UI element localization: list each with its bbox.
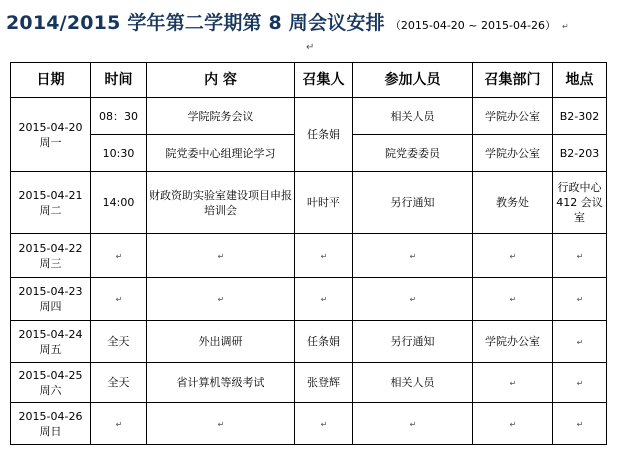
place-cell: ↵: [553, 363, 607, 403]
date-cell: 2015-04-21 周二: [11, 172, 91, 234]
content-cell: ↵: [147, 278, 295, 321]
content-cell: ↵: [147, 234, 295, 278]
header-department: 召集部门: [473, 63, 553, 98]
place-cell: B2-302: [553, 98, 607, 135]
attendees-cell: 相关人员: [353, 363, 473, 403]
convener-cell: 张登辉: [295, 363, 353, 403]
content-cell: 省计算机等级考试: [147, 363, 295, 403]
content-cell: ↵: [147, 403, 295, 445]
department-cell: ↵: [473, 363, 553, 403]
place-cell: ↵: [553, 403, 607, 445]
time-cell: ↵: [91, 234, 147, 278]
place-cell: ↵: [553, 234, 607, 278]
title-date-range: （2015-04-20 ~ 2015-04-26）: [389, 19, 556, 32]
date-cell: 2015-04-23 周四: [11, 278, 91, 321]
meeting-schedule-table: [10, 62, 607, 445]
department-cell: 学院办公室: [473, 135, 553, 172]
content-cell: 院党委中心组理论学习: [147, 135, 295, 172]
paragraph-mark-icon: ↵: [306, 42, 315, 53]
attendees-cell: ↵: [353, 278, 473, 321]
header-row: [11, 63, 607, 98]
table-row: [11, 172, 607, 234]
convener-cell: 任条娟: [295, 98, 353, 172]
time-cell: 全天: [91, 363, 147, 403]
convener-cell: 叶时平: [295, 172, 353, 234]
convener-cell: ↵: [295, 278, 353, 321]
convener-cell: ↵: [295, 234, 353, 278]
table-row: [11, 363, 607, 403]
header-convener: 召集人: [295, 63, 353, 98]
department-cell: ↵: [473, 278, 553, 321]
date-cell: 2015-04-26 周日: [11, 403, 91, 445]
content-cell: 财政资助实验室建设项目申报培训会: [147, 172, 295, 234]
date-cell: 2015-04-25 周六: [11, 363, 91, 403]
table-row: [11, 321, 607, 363]
attendees-cell: ↵: [353, 234, 473, 278]
department-cell: 学院办公室: [473, 321, 553, 363]
date-cell: 2015-04-24 周五: [11, 321, 91, 363]
table-row: [11, 403, 607, 445]
table-row: [11, 278, 607, 321]
attendees-cell: ↵: [353, 403, 473, 445]
attendees-cell: 另行通知: [353, 172, 473, 234]
page-title: [6, 8, 569, 35]
time-cell: 10:30: [91, 135, 147, 172]
place-cell: ↵: [553, 278, 607, 321]
header-date: 日期: [11, 63, 91, 98]
time-cell: 全天: [91, 321, 147, 363]
date-cell: 2015-04-22 周三: [11, 234, 91, 278]
table-row: [11, 234, 607, 278]
place-cell: B2-203: [553, 135, 607, 172]
time-cell: 14:00: [91, 172, 147, 234]
department-cell: 学院办公室: [473, 98, 553, 135]
time-cell: ↵: [91, 278, 147, 321]
place-cell: ↵: [553, 321, 607, 363]
place-cell: 行政中心 412 会议室: [553, 172, 607, 234]
content-cell: 外出调研: [147, 321, 295, 363]
department-cell: ↵: [473, 403, 553, 445]
department-cell: 教务处: [473, 172, 553, 234]
time-cell: ↵: [91, 403, 147, 445]
table-row: [11, 98, 607, 135]
header-time: 时间: [91, 63, 147, 98]
attendees-cell: 院党委委员: [353, 135, 473, 172]
time-cell: 08：30: [91, 98, 147, 135]
date-cell: 2015-04-20 周一: [11, 98, 91, 172]
paragraph-mark-icon: ↵: [562, 22, 569, 31]
convener-cell: 任条娟: [295, 321, 353, 363]
header-content: 内 容: [147, 63, 295, 98]
content-cell: 学院院务会议: [147, 98, 295, 135]
convener-cell: ↵: [295, 403, 353, 445]
header-place: 地点: [553, 63, 607, 98]
attendees-cell: 相关人员: [353, 98, 473, 135]
attendees-cell: 另行通知: [353, 321, 473, 363]
header-attendees: 参加人员: [353, 63, 473, 98]
title-main: 2014/2015 学年第二学期第 8 周会议安排: [6, 12, 385, 34]
department-cell: ↵: [473, 234, 553, 278]
